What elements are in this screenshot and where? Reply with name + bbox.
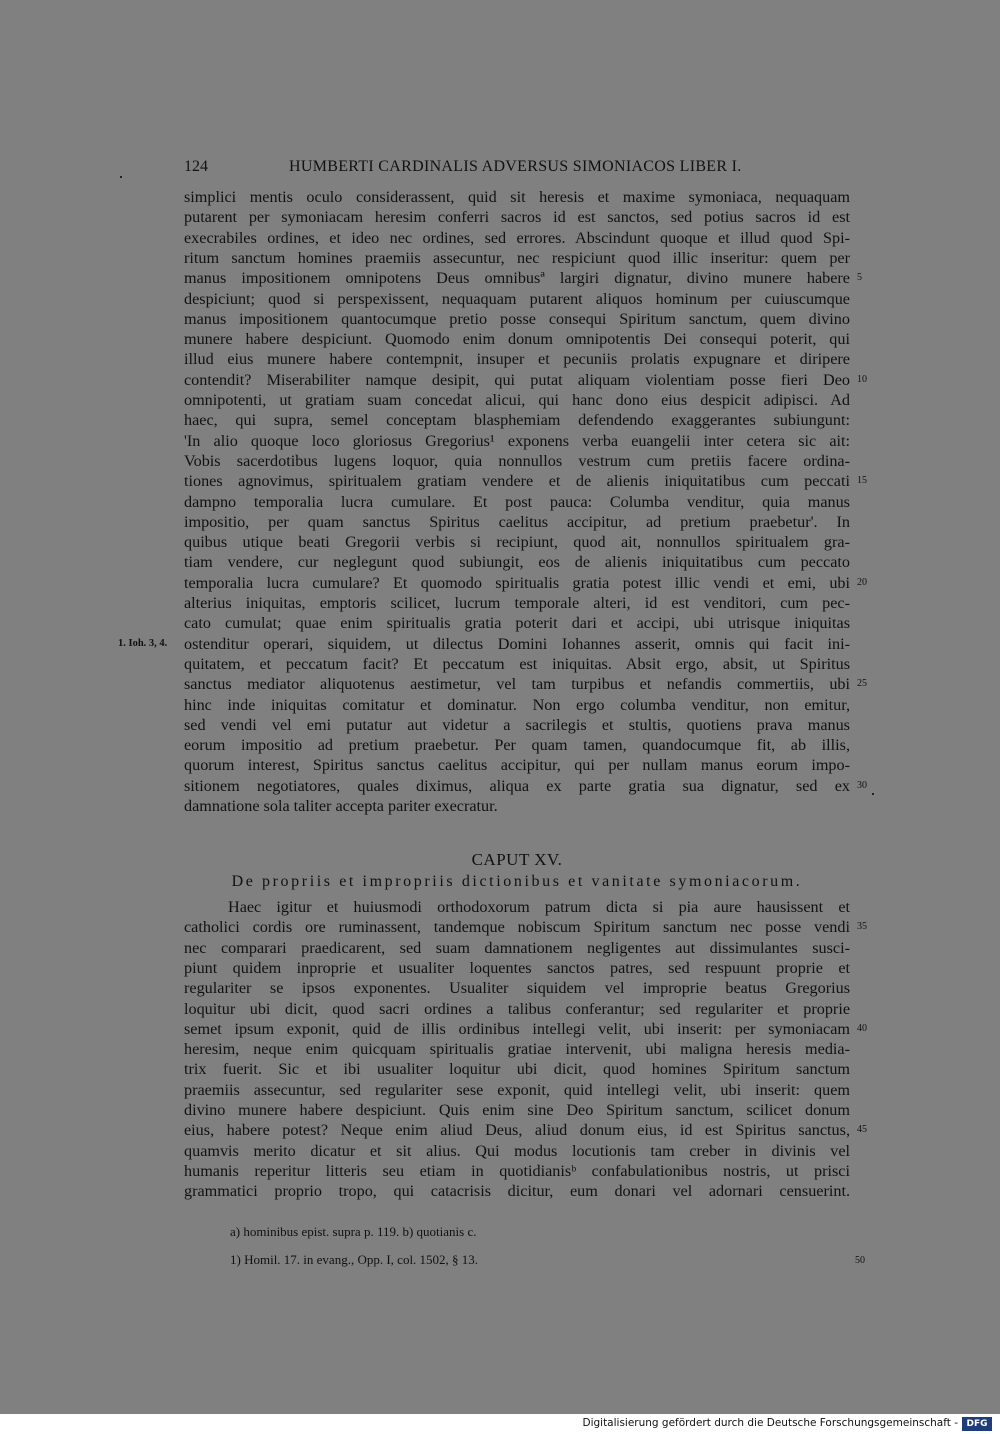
line-number: 25 — [857, 678, 867, 690]
running-header — [184, 158, 850, 178]
text-line: semet ipsum exponit, quid de illis ordinibus intellegi velit, ubi inserit: per symoniacam — [184, 1019, 850, 1038]
line-number: 5 — [857, 272, 862, 284]
text-line: quibus utique beati Gregorii verbis si recipiunt, quod ait, nonnullos spiritualem gra- — [184, 533, 850, 552]
text-line: sitionem negotiatores, quales diximus, aliqua ex parte gratia sua dignatur, sed ex — [184, 776, 850, 795]
text-line: praemiis assecuntur, sed regulariter sese exponit, quid intellegi velit, ubi inserit: quem — [184, 1080, 850, 1099]
text-line: loquitur ubi dicit, quod sacri ordines a talibus conferantur; sed regulariter et proprie — [184, 999, 850, 1018]
margin-citation: 1. Ioh. 3, 4. — [118, 637, 168, 649]
text-line: quamvis merito dicatur et sit alius. Qui modus locutionis tam creber in divinis vel — [184, 1141, 850, 1160]
source-footnote: 1) Homil. 17. in evang., Opp. I, col. 1502, § 13. — [230, 1252, 479, 1267]
text-line: piunt quidem inproprie et usualiter loquentes sanctos patres, sed respuunt proprie et — [184, 958, 850, 977]
chapter-subtitle: De propriis et impropriis dictionibus et vanitate symoniacorum. — [231, 873, 803, 890]
scan-speck — [872, 793, 874, 795]
text-line: hinc inde iniquitas comitatur et dominatur. Non ergo columba venditur, non emitur, — [184, 695, 850, 714]
text-line: sed vendi vel emi putatur aut videtur a sacrilegis et stultis, quotiens prava manus — [184, 715, 850, 734]
text-line: eius, habere potest? Neque enim aliud Deus, aliud donum eius, id est Spiritus sanctus, — [184, 1121, 850, 1140]
text-line: manus impositionem quantocumque pretio posse consequi Spiritum sanctum, quem divino — [184, 309, 850, 328]
chapter-heading: CAPUT XV. — [471, 850, 563, 869]
dfg-logo: DFG — [962, 1417, 992, 1431]
text-line: simplici mentis oculo considerassent, quid sit heresis et maxime symoniaca, nequaquam — [184, 188, 850, 206]
text-line: tiones agnovimus, spiritualem gratiam vendere et de alienis iniquitatibus cum peccati — [184, 472, 850, 491]
line-number: 40 — [857, 1022, 867, 1034]
text-line: grammatici proprio tropo, qui catacrisis dicitur, eum donari vel adornari censuerint. — [184, 1182, 850, 1201]
funding-banner — [0, 1414, 1000, 1434]
text-line: 'In alio quoque loco gloriosus Gregorius¹ exponens verba euangelii inter cetera sic ait: — [184, 431, 850, 450]
text-line: Vobis sacerdotibus lugens loquor, quia nonnullos vestrum cum pretiis facere ordina- — [184, 451, 850, 470]
text-line: eorum impositio ad pretium praebetur. Per quam tamen, quandocumque fit, ab illis, — [184, 736, 850, 755]
line-number: 15 — [857, 475, 867, 487]
text-line: tiam vendere, cur neglegunt quod subiungit, eos de alienis iniquitatibus cum peccato — [184, 553, 850, 572]
running-title: HUMBERTI CARDINALIS ADVERSUS SIMONIACOS LIBER I. — [289, 158, 742, 175]
text-line: nec comparari praedicarent, sed suam damnationem negligentes aut dissimulantes susci- — [184, 938, 850, 957]
text-line: impositio, per quam sanctus Spiritus caelitus accipitur, ad pretium praebetur'. In — [184, 512, 850, 531]
scan-speck — [120, 176, 122, 178]
line-number: 20 — [857, 576, 867, 588]
footnote-line-number: 50 — [855, 1255, 865, 1266]
page-number: 124 — [184, 158, 208, 175]
text-line: regulariter se ipsos exponentes. Usualiter siquidem vel improprie beatus Gregorius — [184, 979, 850, 998]
text-line: illud eius munere habere contempnit, insuper et pecuniis prolatis expugnare et diripere — [184, 350, 850, 369]
text-line: contendit? Miserabiliter namque desipit, qui putat aliquam violentiam posse fieri Deo — [184, 370, 850, 389]
text-line: ritum sanctum homines praemiis assecuntur, nec respiciunt quod illic inseritur: quem per — [184, 248, 850, 267]
text-line: heresim, neque enim quicquam spiritualis gratiae intervenit, ubi maligna heresis media- — [184, 1040, 850, 1059]
text-line: damnatione sola taliter accepta pariter execratur. — [184, 797, 498, 815]
text-line: execrabiles ordines, et ideo nec ordines, sed errores. Abscindunt quoque et illud quod Spi- — [184, 228, 850, 247]
banner-text: Digitalisierung gefördert durch die Deutsche Forschungsgemeinschaft - — [582, 1417, 958, 1429]
text-line: catholici cordis ore ruminassent, tandemque nobiscum Spiritum sanctum nec posse vendi — [184, 918, 850, 937]
text-line: quorum interest, Spiritus sanctus caelitus accipitur, qui per nullam manus eorum impo- — [184, 756, 850, 775]
text-line: humanis reperitur litteris seu etiam in quotidianisᵇ confabulationibus nostris, ut prisci — [184, 1161, 850, 1180]
text-line: dampno temporalia lucra cumulare. Et post pauca: Columba venditur, quia manus — [184, 492, 850, 511]
line-number: 10 — [857, 373, 867, 385]
text-line: Haec igitur et huiusmodi orthodoxorum patrum dicta si pia aure hausissent et — [228, 898, 850, 916]
text-line: omnipotenti, ut gratiam suam concedat alicui, qui hanc dono eius despicit adipisci. Ad — [184, 391, 850, 409]
text-line: haec, qui supra, semel conceptam blasphemiam defendendo exaggerantes subiungunt: — [184, 411, 850, 430]
text-line: putarent per symoniacam heresim conferri sacros id est sanctos, sed potius sacros id est — [184, 208, 850, 227]
text-line: quitatem, et peccatum facit? Et peccatum est iniquitas. Absit ergo, absit, ut Spiritus — [184, 654, 850, 673]
text-line: sanctus mediator aliquotenus aestimetur, vel tam turpibus et nefandis commertiis, ubi — [184, 675, 850, 694]
text-line: munere habere despiciunt. Quomodo enim donum omnipotentis Dei consequi poterit, qui — [184, 330, 850, 349]
line-number: 30 — [857, 779, 867, 791]
text-line: cato cumulat; quae enim spiritualis gratia poterit dari et accipi, ubi utrisque iniquitas — [184, 614, 850, 633]
text-line: ostenditur operari, siquidem, ut dilectus Domini Iohannes asserit, omnis qui facit ini- — [184, 634, 850, 653]
apparatus-footnote: a) hominibus epist. supra p. 119. b) quotianis c. — [230, 1224, 477, 1239]
line-number: 35 — [857, 921, 867, 933]
text-line: trix fuerit. Sic et ibi usualiter loquitur ubi dicit, quod homines Spiritum sanctum — [184, 1060, 850, 1079]
line-number: 45 — [857, 1124, 867, 1136]
text-line: alterius iniquitas, emptoris scilicet, lucrum temporale alteri, id est venditori, cum pec- — [184, 594, 850, 612]
text-line: temporalia lucra cumulare? Et quomodo spiritualis gratia potest illic vendi et emi, ubi — [184, 573, 850, 592]
text-line: despiciunt; quod si perspexissent, nequaquam putarent aliquos hominum per cuiuscumque — [184, 289, 850, 308]
text-line: divino munere habere despiciunt. Quis enim sine Deo Spiritum sanctum, scilicet donum — [184, 1101, 850, 1119]
text-line: manus impositionem omnipotens Deus omnibusª largiri dignatur, divino munere habere — [184, 269, 850, 288]
